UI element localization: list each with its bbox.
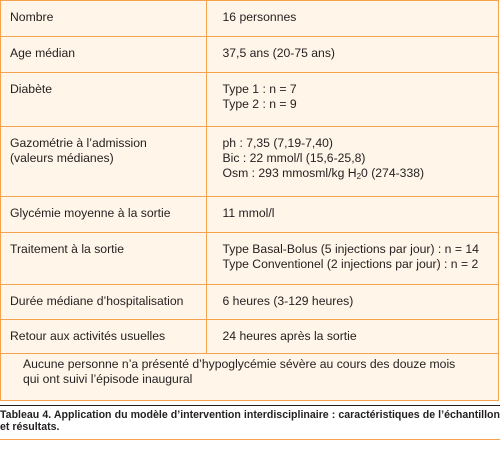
value-text: 37,5 ans (20-75 ans)	[222, 45, 335, 60]
table-row	[1, 232, 499, 284]
row-value	[206, 232, 499, 284]
value-text: Type 1 : n = 7	[222, 81, 297, 96]
table-caption: Tableau 4. Application du modèle d’intervention interdisciplinaire : caractéristiques de l’échantillon et résultats.	[0, 409, 500, 433]
value-text: 6 heures (3-129 heures)	[222, 293, 354, 308]
row-value	[206, 36, 499, 72]
label-text: Glycémie moyenne à la sortie	[10, 205, 171, 220]
value-text: Bic : 22 mmol/l (15,6-25,8)	[222, 150, 366, 165]
row-label	[1, 72, 206, 126]
row-label	[1, 319, 206, 353]
table-row	[1, 1, 499, 36]
value-text: Type Basal-Bolus (5 injections par jour) : n = 14	[222, 241, 479, 256]
row-value	[206, 284, 499, 319]
label-text: Traitement à la sortie	[10, 241, 125, 256]
table-row	[1, 126, 499, 196]
row-value	[206, 196, 499, 232]
value-text: 24 heures après la sortie	[222, 328, 357, 343]
row-label	[1, 1, 206, 36]
osm-suffix: 0 (274-338)	[361, 165, 425, 180]
value-text: 16 personnes	[222, 10, 297, 24]
note-line: Aucune personne n’a présenté d’hypoglycémie sévère au cours des douze mois	[23, 357, 456, 371]
caption-divider	[0, 405, 500, 406]
osm-subscript: 2	[356, 171, 362, 181]
table-row	[1, 72, 499, 126]
label-text: Age médian	[10, 45, 76, 60]
table-note	[23, 357, 483, 387]
value-text: Type Conventionel (2 injections par jour) : n = 2	[222, 256, 479, 271]
row-label	[1, 284, 206, 319]
label-text: (valeurs médianes)	[10, 150, 114, 165]
bottom-divider	[0, 439, 500, 440]
label-text: Gazométrie à l’admission	[10, 135, 147, 150]
row-value	[206, 319, 499, 353]
note-line: qui ont suivi l’épisode inaugural	[23, 372, 193, 386]
row-value	[206, 72, 499, 126]
row-label	[1, 126, 206, 196]
table-row	[1, 196, 499, 232]
label-text: Retour aux activités usuelles	[10, 328, 166, 343]
table-row	[1, 36, 499, 72]
results-table	[1, 1, 499, 354]
osm-value	[223, 166, 500, 181]
osm-prefix: Osm : 293 mmosml/kg H	[222, 165, 357, 180]
label-text: Nombre	[10, 10, 54, 24]
label-text: Durée médiane d’hospitalisation	[10, 293, 184, 308]
value-text: ph : 7,35 (7,19-7,40)	[222, 135, 333, 150]
label-text: Diabète	[10, 81, 53, 96]
row-label	[1, 36, 206, 72]
row-value	[206, 126, 499, 196]
value-text: 11 mmol/l	[222, 205, 275, 220]
row-label	[1, 232, 206, 284]
row-label	[1, 196, 206, 232]
table-row	[1, 319, 499, 353]
value-text: Type 2 : n = 9	[222, 96, 297, 111]
row-value	[206, 1, 499, 36]
table-row	[1, 284, 499, 319]
